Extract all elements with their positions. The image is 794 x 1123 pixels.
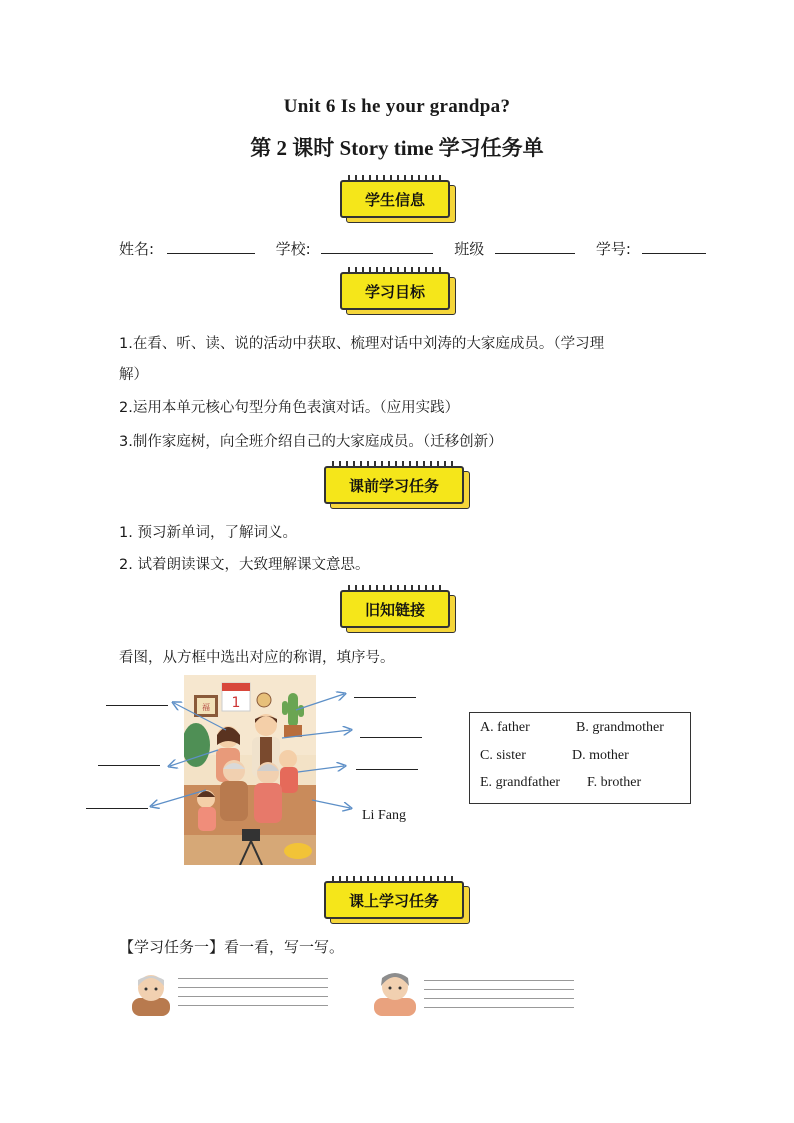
- name-label: 姓名:: [119, 240, 155, 258]
- review-instruction: 看图，从方框中选出对应的称谓，填序号。: [119, 650, 395, 666]
- student-fields-row: [119, 238, 706, 259]
- section-title-inclass: 课上学习任务: [324, 881, 464, 919]
- section-title-preclass: 课前学习任务: [324, 466, 464, 504]
- photo-label: Li Fang: [362, 808, 406, 823]
- task1-heading: 【学习任务一】看一看，写一写。: [119, 938, 345, 956]
- writing-line[interactable]: [178, 996, 328, 997]
- number-blank[interactable]: [642, 239, 706, 254]
- option-item: B. grandmother: [576, 720, 664, 735]
- option-item: C. sister: [480, 748, 526, 763]
- writing-line[interactable]: [424, 1007, 574, 1008]
- worksheet-subtitle: 第 2 课时 Story time 学习任务单: [250, 136, 544, 160]
- preclass-task: 1. 预习新单词，了解词义。: [119, 525, 297, 541]
- answer-blank[interactable]: [356, 769, 418, 770]
- preclass-task: 2. 试着朗读课文，大致理解课文意思。: [119, 557, 370, 573]
- answer-blank[interactable]: [354, 697, 416, 698]
- writing-line[interactable]: [178, 987, 328, 988]
- section-title-goals: 学习目标: [340, 272, 450, 310]
- goal-line: 解）: [119, 367, 148, 383]
- writing-line[interactable]: [178, 1005, 328, 1006]
- writing-line[interactable]: [178, 978, 328, 979]
- school-label: 学校:: [275, 240, 311, 258]
- option-item: D. mother: [572, 748, 629, 763]
- option-item: E. grandfather: [480, 775, 561, 790]
- svg-text:1: 1: [231, 695, 241, 711]
- section-title-review: 旧知链接: [340, 590, 450, 628]
- goal-line: 1.在看、听、读、说的活动中获取、梳理对话中刘涛的大家庭成员。（学习理: [119, 336, 605, 352]
- section-banner-inclass: [324, 881, 468, 921]
- section-banner-review: [340, 590, 454, 630]
- svg-text:福: 福: [202, 703, 210, 712]
- goal-line: 3.制作家庭树，向全班介绍自己的大家庭成员。（迁移创新）: [119, 434, 503, 450]
- answer-blank[interactable]: [98, 765, 160, 766]
- section-banner-student-info: [340, 180, 454, 220]
- answer-blank[interactable]: [360, 737, 422, 738]
- section-banner-preclass: [324, 466, 468, 506]
- writing-line[interactable]: [424, 989, 574, 990]
- options-box: [469, 712, 691, 804]
- name-blank[interactable]: [167, 239, 255, 254]
- section-banner-goals: [340, 272, 454, 312]
- worksheet-title: Unit 6 Is he your grandpa?: [283, 96, 511, 117]
- section-title-student-info: 学生信息: [340, 180, 450, 218]
- number-label: 学号:: [595, 240, 631, 258]
- grandpa-avatar: [128, 968, 174, 1016]
- school-blank[interactable]: [321, 239, 433, 254]
- option-item: F. brother: [587, 775, 642, 790]
- class-label: 班级: [454, 240, 485, 258]
- answer-blank[interactable]: [86, 808, 148, 809]
- goal-line: 2.运用本单元核心句型分角色表演对话。（应用实践）: [119, 400, 460, 416]
- writing-line[interactable]: [424, 980, 574, 981]
- grandma-avatar: [370, 966, 420, 1016]
- option-item: A. father: [480, 720, 530, 735]
- class-blank[interactable]: [495, 239, 575, 254]
- answer-blank[interactable]: [106, 705, 168, 706]
- writing-line[interactable]: [424, 998, 574, 999]
